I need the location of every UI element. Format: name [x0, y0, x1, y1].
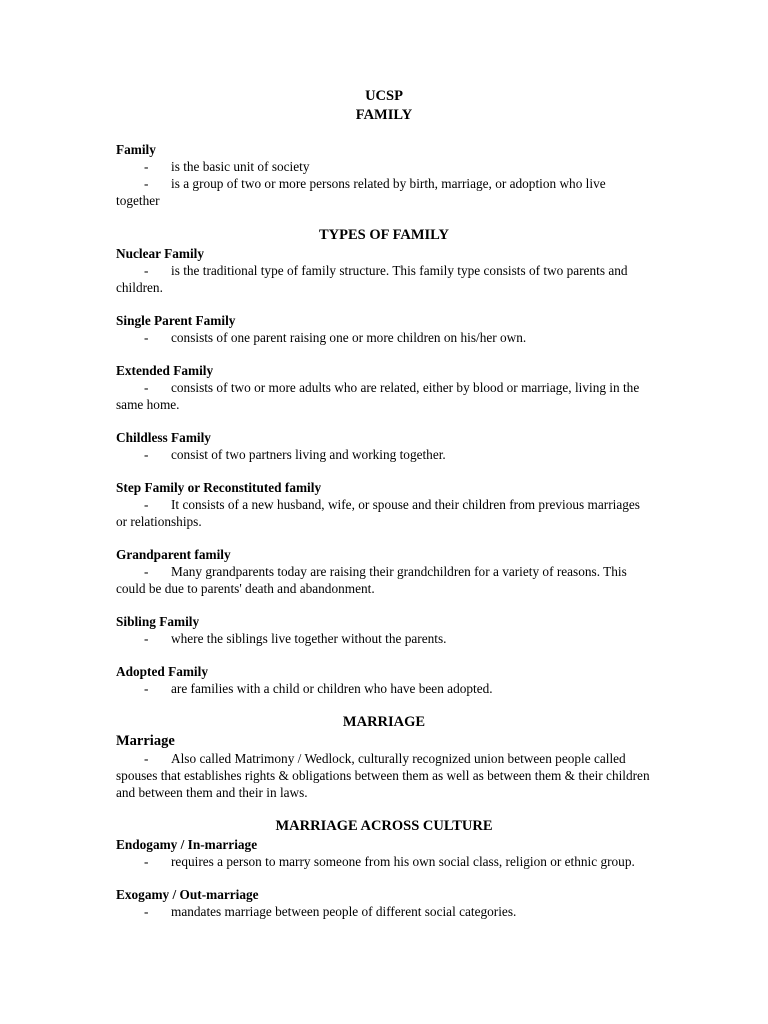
- def-step-family: - It consists of a new husband, wife, or spouse and their children from previous marriages or relationships.: [116, 497, 640, 529]
- def-extended-family: - consists of two or more adults who are related, either by blood or marriage, living in the same home.: [116, 380, 640, 412]
- term-sibling-family: Sibling Family: [116, 614, 200, 629]
- term-adopted-family: Adopted Family: [116, 664, 208, 679]
- dash-bullet: -: [144, 380, 149, 395]
- term-step-family: Step Family or Reconstituted family: [116, 480, 322, 495]
- dash-bullet: -: [144, 631, 149, 646]
- term-endogamy: Endogamy / In-marriage: [116, 837, 258, 852]
- dash-bullet: -: [144, 447, 149, 462]
- def-childless-family: - consist of two partners living and working together.: [144, 447, 446, 462]
- term-childless-family: Childless Family: [116, 430, 211, 445]
- term-grandparent-family: Grandparent family: [116, 547, 231, 562]
- dash-bullet: -: [144, 854, 149, 869]
- def-grandparent-family: - Many grandparents today are raising their grandchildren for a variety of reasons. This could be due to parents' death and abandonment.: [116, 564, 627, 596]
- def-adopted-family: - are families with a child or children who have been adopted.: [144, 681, 493, 696]
- dash-bullet: -: [144, 751, 149, 766]
- def-nuclear-family: - is the traditional type of family structure. This family type consists of two parents and children.: [116, 263, 628, 295]
- dash-bullet: -: [144, 263, 149, 278]
- term-marriage: Marriage: [116, 733, 175, 749]
- dash-bullet: -: [144, 564, 149, 579]
- dash-bullet: -: [144, 159, 149, 174]
- family-bullet-2: - is a group of two or more persons related by birth, marriage, or adoption who live together: [116, 176, 606, 208]
- term-single-parent-family: Single Parent Family: [116, 313, 236, 328]
- section-types-of-family: TYPES OF FAMILY: [319, 227, 449, 243]
- doc-title-ucsp: UCSP: [365, 88, 403, 104]
- family-bullet-1: - is the basic unit of society: [144, 159, 310, 174]
- def-sibling-family: - where the siblings live together without the parents.: [144, 631, 447, 646]
- def-single-parent-family: - consists of one parent raising one or more children on his/her own.: [144, 330, 527, 345]
- term-nuclear-family: Nuclear Family: [116, 246, 205, 261]
- def-endogamy: - requires a person to marry someone from his own social class, religion or ethnic group.: [144, 854, 635, 869]
- term-extended-family: Extended Family: [116, 363, 214, 378]
- doc-title-family: FAMILY: [355, 107, 413, 123]
- def-exogamy: - mandates marriage between people of different social categories.: [144, 904, 517, 919]
- section-marriage-across-culture: MARRIAGE ACROSS CULTURE: [275, 818, 493, 834]
- dash-bullet: -: [144, 904, 149, 919]
- document-body: [116, 87, 652, 920]
- dash-bullet: -: [144, 176, 149, 191]
- term-family: Family: [116, 142, 156, 157]
- dash-bullet: -: [144, 330, 149, 345]
- term-exogamy: Exogamy / Out-marriage: [116, 887, 259, 902]
- def-marriage: - Also called Matrimony / Wedlock, culturally recognized union between people called spouses that establishes rights & obligations between them as well as between them & their children and between them and their in laws.: [116, 751, 650, 800]
- section-marriage: MARRIAGE: [342, 714, 426, 730]
- dash-bullet: -: [144, 681, 149, 696]
- dash-bullet: -: [144, 497, 149, 512]
